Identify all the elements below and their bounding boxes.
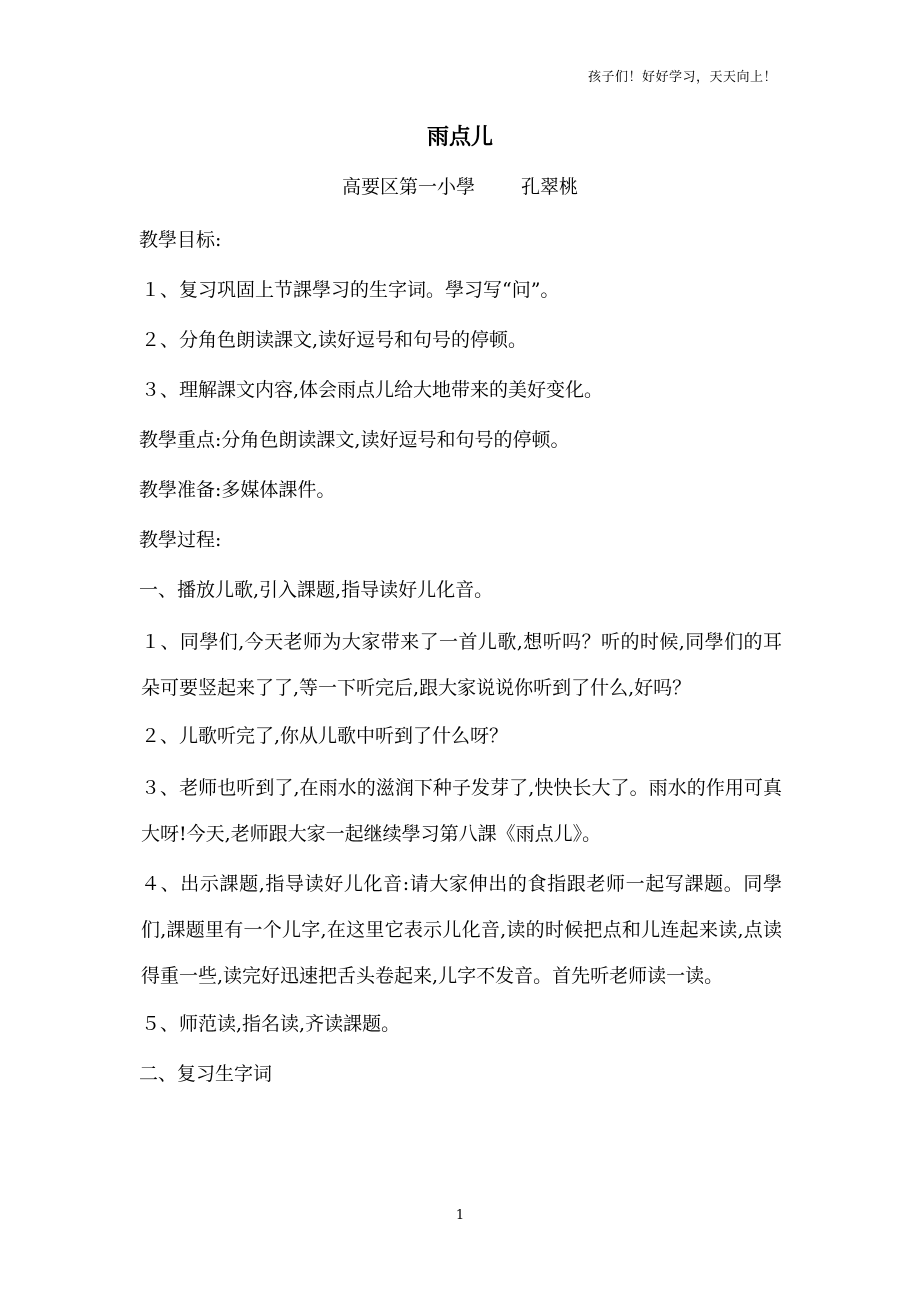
objective-item-3: ３、理解課文内容,体会雨点儿给大地带来的美好变化。 bbox=[141, 379, 604, 401]
header-motto: 孩子们！好好学习，天天向上！ bbox=[587, 70, 777, 85]
objective-item-2: ２、分角色朗读課文,读好逗号和句号的停顿。 bbox=[141, 329, 528, 351]
section-1-item-3: ３、老师也听到了,在雨水的滋润下种子发芽了,快快长大了。雨水的作用可真大呀!今天,老师跟大家一起继续學习第八課《雨点儿》。 bbox=[141, 777, 782, 845]
section-1-item-1: １、同學们,今天老师为大家带来了一首儿歌,想听吗？听的时候,同學们的耳朵可要竖起来了了,等一下听完后,跟大家说说你听到了什么,好吗？ bbox=[141, 631, 782, 699]
objective-item-1: １、复习巩固上节課學习的生字词。學习写“问”。 bbox=[141, 279, 560, 301]
author-line bbox=[0, 172, 920, 199]
section-1-heading: 一、播放儿歌,引入課题,指导读好儿化音。 bbox=[139, 579, 494, 601]
school-name: 高要区第一小學 bbox=[341, 176, 475, 198]
document-body bbox=[139, 219, 782, 1095]
objectives-heading: 教學目标: bbox=[139, 229, 222, 251]
section-1-item-2: ２、儿歌听完了,你从儿歌中听到了什么呀？ bbox=[141, 725, 509, 747]
section-1-item-4: ４、出示課题,指导读好儿化音:请大家伸出的食指跟老师一起写課题。同學们,課题里有一个儿字,在这里它表示儿化音,读的时候把点和儿连起来读,点读得重一些,读完好迅速把舌头卷起来,儿字不发音。首先听老师读一读。 bbox=[141, 873, 782, 987]
document-title: 雨点儿 bbox=[426, 125, 493, 150]
preparation: 教學准备:多媒体課件。 bbox=[139, 479, 336, 501]
key-points: 教學重点:分角色朗读課文,读好逗号和句号的停顿。 bbox=[139, 429, 570, 451]
author-name: 孔翠桃 bbox=[521, 176, 579, 198]
section-2-heading: 二、复习生字词 bbox=[139, 1063, 273, 1085]
page-number: 1 bbox=[455, 1208, 465, 1223]
section-1-item-5: ５、师范读,指名读,齐读課题。 bbox=[141, 1013, 401, 1035]
process-heading: 教學过程: bbox=[139, 529, 222, 551]
